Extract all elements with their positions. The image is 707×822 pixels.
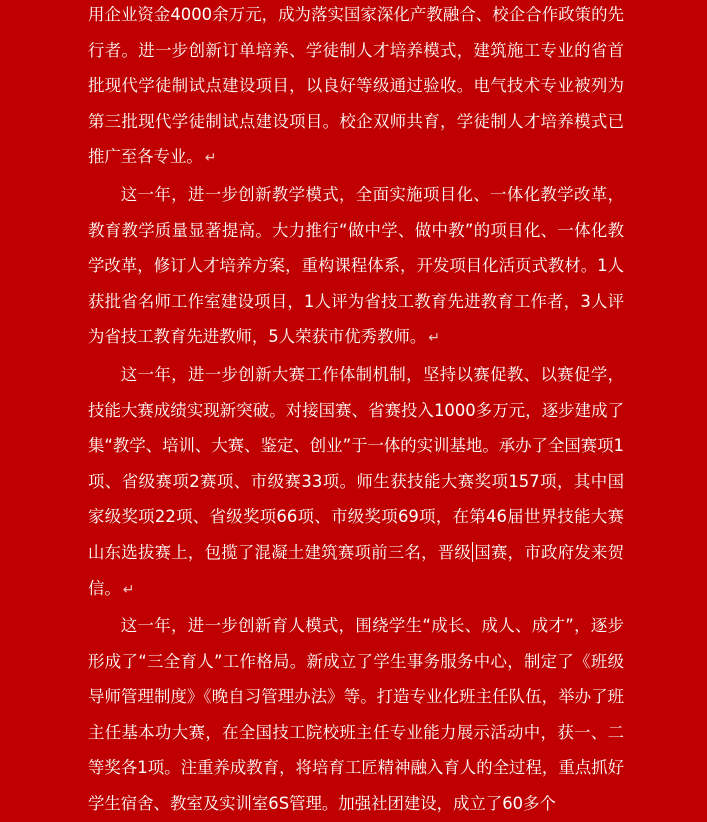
paragraph-1-text: 用企业资金4000余万元，成为落实国家深化产教融合、校企合作政策的先行者。进一步创新订单培养、学徒制人才培养模式，建筑施工专业的省首批现代学徒制试点建设项目，以良好等级通过验收。电气技术专业被列为第三批现代学徒制试点建设项目。校企双师共育，学徒制人才培养模式已推广至各专业。	[88, 5, 624, 167]
paragraph-4	[88, 608, 624, 822]
paragraph-2	[88, 177, 624, 357]
paragraph-1	[88, 0, 624, 177]
paragraph-3-text-before-caret: 这一年，进一步创新大赛工作体制机制，坚持以赛促教、以赛促学，技能大赛成绩实现新突破。对接国赛、省赛投入1000多万元，逐步建成了集“教学、培训、大赛、鉴定、创业”于一体的实训基地。承办了全国赛项1项、省级赛项2赛项、市级赛33项。师生获技能大赛奖项157项，其中国家级奖项22项、省级奖项66项、市级奖项69项，在第46届世界技能大赛山东选拔赛上，包揽了混凝土建筑赛项前三名，晋级	[88, 364, 624, 562]
paragraph-mark-icon: ↵	[122, 581, 135, 598]
paragraph-4-text: 这一年，进一步创新育人模式，围绕学生“成长、成人、成才”，逐步形成了“三全育人”工作格局。新成立了学生事务服务中心，制定了《班级导师管理制度》《晚自习管理办法》等。打造专业化班主任队伍，举办了班主任基本功大赛，在全国技工院校班主任专业能力展示活动中，获一、二等奖各1项。注重养成教育，将培育工匠精神融入育人的全过程，重点抓好学生宿舍、教室及实训室6S管理。加强社团建设，成立了60多个	[88, 616, 624, 814]
text-caret	[472, 542, 473, 562]
paragraph-3-text-after-caret: 国赛，市政府发来贺信。	[88, 542, 624, 598]
paragraph-mark-icon: ↵	[428, 330, 440, 347]
paragraph-mark-icon: ↵	[204, 150, 217, 167]
paragraph-3	[88, 357, 624, 608]
document-body[interactable]	[88, 0, 624, 822]
paragraph-2-text: 这一年，进一步创新教学模式，全面实施项目化、一体化教学改革，教育教学质量显著提高。大力推行“做中学、做中教”的项目化、一体化教学改革，修订人才培养方案，重构课程体系，开发项目化活页式教材。1人获批省名师工作室建设项目，1人评为省技工教育先进教育工作者，3人评为省技工教育先进教师，5人荣获市优秀教师。	[88, 184, 624, 347]
